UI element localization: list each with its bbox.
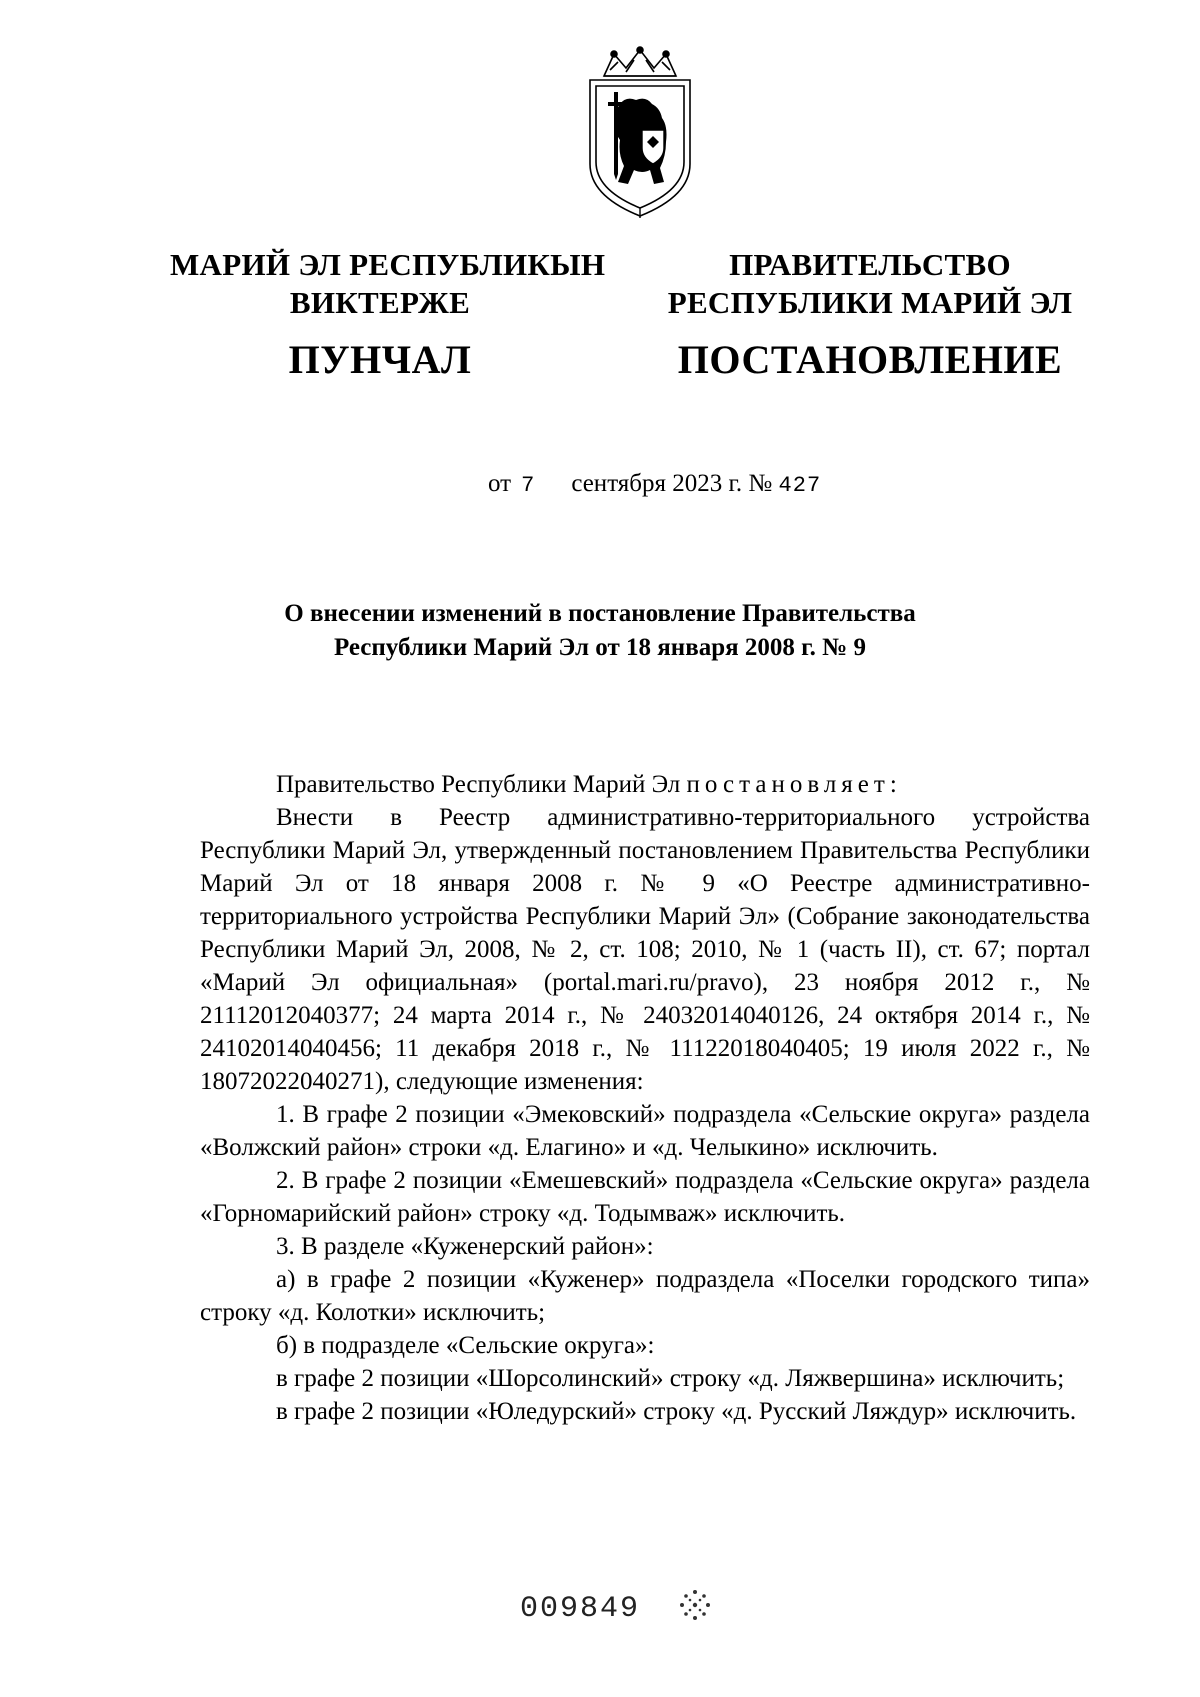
body-paragraph: а) в графе 2 позиции «Куженер» подраздела «Поселки городского типа» строку «д. Колотки» исключить;: [200, 1266, 1090, 1326]
intro-resolves: постановляет:: [686, 771, 902, 798]
document-number: 427: [778, 473, 822, 498]
body-paragraph: б) в подразделе «Сельские округа»:: [276, 1332, 655, 1359]
header-right-line1: ПРАВИТЕЛЬСТВО: [729, 247, 1011, 282]
body-paragraph: 2. В графе 2 позиции «Емешевский» подраздела «Сельские округа» раздела «Горномарийский район» строку «д. Тодымваж» исключить.: [200, 1167, 1090, 1227]
body-paragraph: 1. В графе 2 позиции «Эмековский» подраздела «Сельские округа» раздела «Волжский район» строки «д. Елагино» и «д. Челыкино» исключить.: [200, 1101, 1090, 1161]
body-intro: [200, 768, 1090, 801]
dotted-star-icon: [678, 1588, 712, 1622]
title-line1: О внесении изменений в постановление Правительства: [284, 600, 916, 627]
header-left-doctype: ПУНЧАЛ: [288, 337, 472, 382]
header-left-mari: [170, 246, 606, 384]
document-body: [200, 768, 1090, 1428]
body-paragraph: Внести в Реестр административно-территориального устройства Республики Марий Эл, утвержденный постановлением Правительства Республики Марий Эл от 18 января 2008 г. № 9 «О Реестре административно-территориального устройства Республики Марий Эл» (Собрание законодательства Республики Марий Эл, 2008, № 2, ст. 108; 2010, № 1 (часть II), ст. 67; портал «Марий Эл официальная» (portal.mari.ru/pravo), 23 ноября 2012 г., № 21112012040377; 24 марта 2014 г., № 24032014040126, 24 октября 2014 г., № 24102014040456; 11 декабря 2018 г., № 11122018040405; 19 июля 2022 г., № 18072022040271), следующие изменения:: [200, 804, 1090, 1095]
body-paragraph: в графе 2 позиции «Шорсолинский» строку «д. Ляжвершина» исключить;: [276, 1365, 1065, 1392]
intro-lead: Правительство Республики Марий Эл: [276, 771, 681, 798]
header-left-line1: МАРИЙ ЭЛ РЕСПУБЛИКЫН: [170, 247, 606, 282]
coat-of-arms-icon: [586, 46, 694, 220]
document-title: [200, 597, 1000, 665]
date-day: 7: [521, 473, 536, 498]
title-line2: Республики Марий Эл от 18 января 2008 г. № 9: [333, 634, 867, 661]
document-date-line: [488, 470, 821, 498]
date-middle: сентября 2023 г. №: [571, 470, 773, 497]
body-paragraph: в графе 2 позиции «Юледурский» строку «д. Русский Ляждур» исключить.: [276, 1398, 1077, 1425]
header-right-russian: [660, 246, 1080, 384]
body-paragraph: 3. В разделе «Куженерский район»:: [276, 1233, 654, 1260]
header-right-line2: РЕСПУБЛИКИ МАРИЙ ЭЛ: [667, 285, 1073, 320]
date-prefix: от: [488, 470, 512, 497]
header-right-doctype: ПОСТАНОВЛЕНИЕ: [677, 337, 1063, 382]
serial-number-stamp: 009849: [520, 1592, 641, 1626]
header-left-line2: ВИКТЕРЖЕ: [289, 285, 471, 320]
